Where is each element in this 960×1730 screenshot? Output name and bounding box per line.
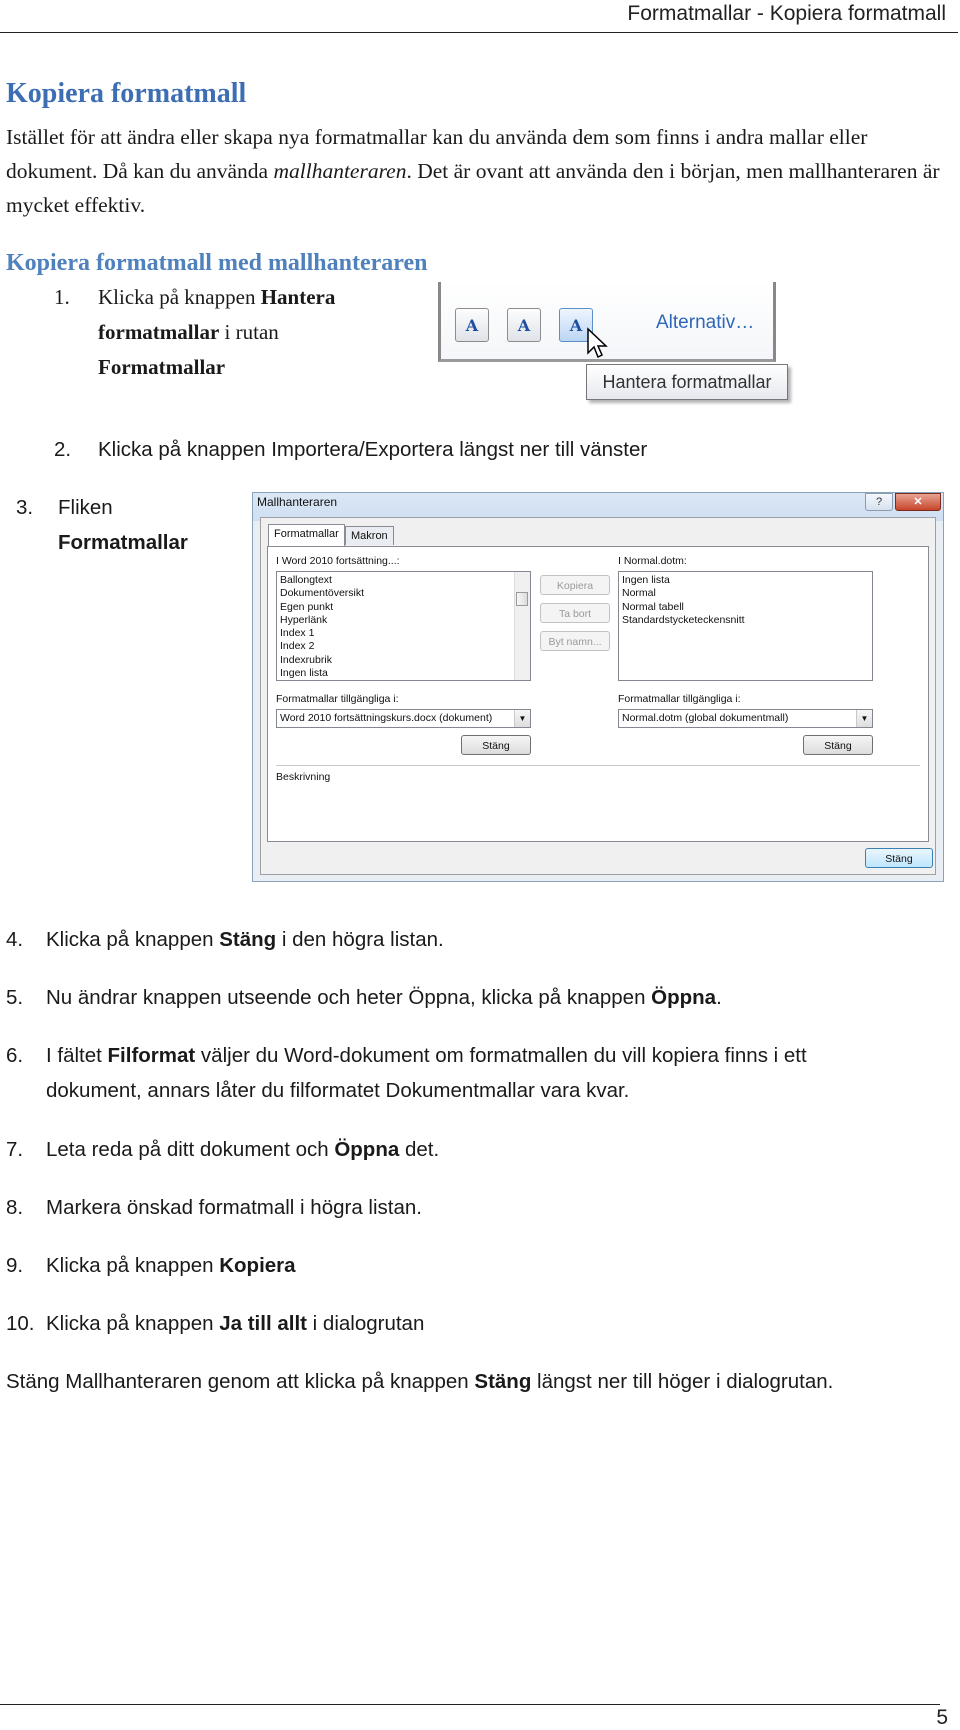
help-button[interactable]: ?: [865, 493, 893, 511]
list-item[interactable]: Indexrubrik: [280, 653, 332, 666]
styles-tab-pane: [267, 546, 929, 842]
styles-pane-screenshot: [438, 282, 776, 392]
rename-button[interactable]: Byt namn...: [540, 631, 610, 651]
close-icon[interactable]: ✕: [895, 493, 941, 511]
step-2: 2. Klicka på knappen Importera/Exportera längst ner till vänster: [54, 438, 648, 461]
step-5: 5. Nu ändrar knappen utseende och heter Öppna, klicka på knappen Öppna.: [6, 986, 722, 1009]
running-header: Formatmallar - Kopiera formatmall: [627, 2, 946, 25]
chevron-down-icon: ▼: [856, 710, 872, 727]
chevron-down-icon: ▼: [514, 710, 530, 727]
manage-styles-icon[interactable]: A: [559, 308, 593, 342]
left-style-list[interactable]: [276, 571, 531, 681]
step-3: 3. Fliken Formatmallar: [16, 496, 188, 554]
list-item[interactable]: Ballongtext: [280, 574, 332, 586]
subsection-heading: Kopiera formatmall med mallhanteraren: [6, 250, 428, 276]
list-item[interactable]: Index 2: [280, 640, 315, 653]
style-inspector-icon[interactable]: A: [507, 308, 541, 342]
footer-rule: [0, 1704, 940, 1705]
tab-makron[interactable]: Makron: [345, 526, 394, 545]
left-close-button[interactable]: Stäng: [461, 735, 531, 755]
step-4: 4. Klicka på knappen Stäng i den högra listan.: [6, 928, 444, 951]
dialog-close-button[interactable]: Stäng: [865, 848, 933, 868]
new-style-icon[interactable]: A: [455, 308, 489, 342]
right-available-label: Formatmallar tillgängliga i:: [618, 693, 741, 705]
step-9: 9. Klicka på knappen Kopiera: [6, 1254, 296, 1277]
step-7: 7. Leta reda på ditt dokument och Öppna det.: [6, 1138, 440, 1161]
list-item[interactable]: Ingen lista: [280, 667, 328, 680]
left-available-select[interactable]: Word 2010 fortsättningskurs.docx (dokument) ▼: [276, 709, 531, 728]
list-item[interactable]: Standardstycketeckensnitt: [622, 613, 745, 626]
right-list-label: I Normal.dotm:: [618, 555, 687, 567]
section-heading: Kopiera formatmall: [6, 78, 247, 109]
list-item[interactable]: Ingen lista: [622, 574, 670, 586]
list-item[interactable]: Egen punkt: [280, 600, 334, 613]
right-close-button[interactable]: Stäng: [803, 735, 873, 755]
manage-styles-tooltip: Hantera formatmallar: [586, 364, 788, 400]
step-10: 10. Klicka på knappen Ja till allt i dialogrutan: [6, 1312, 425, 1335]
right-style-list[interactable]: [618, 571, 873, 681]
styles-pane-toolbar: [438, 282, 776, 362]
delete-button[interactable]: Ta bort: [540, 603, 610, 623]
mallhanteraren-term: mallhanteraren: [273, 159, 407, 183]
copy-button[interactable]: Kopiera: [540, 575, 610, 595]
list-item[interactable]: Index 1: [280, 627, 315, 640]
list-item[interactable]: Dokumentöversikt: [280, 587, 365, 600]
list-item[interactable]: Normal tabell: [622, 600, 684, 613]
step-1: 1. Klicka på knappen Hantera formatmallar i rutan Formatmallar: [54, 285, 336, 379]
dialog-title: Mallhanteraren: [257, 495, 338, 509]
options-link[interactable]: Alternativ…: [656, 312, 755, 333]
scrollbar[interactable]: [514, 572, 530, 680]
left-available-label: Formatmallar tillgängliga i:: [276, 693, 399, 705]
header-rule: [0, 32, 958, 33]
divider: [276, 765, 920, 766]
dialog-body: [260, 517, 936, 875]
right-available-select[interactable]: Normal.dotm (global dokumentmall) ▼: [618, 709, 873, 728]
page-number: 5: [936, 1706, 948, 1729]
tab-formatmallar[interactable]: Formatmallar: [268, 524, 345, 546]
step-8: 8. Markera önskad formatmall i högra listan.: [6, 1196, 422, 1219]
description-label: Beskrivning: [276, 771, 331, 783]
intro-paragraph: Istället för att ändra eller skapa nya formatmallar kan du använda dem som finns i andra mallar eller dokument. Då kan du använda mallhanteraren. Det är ovant att använda den i början, men mallhanteraren är mycket effektiv.: [6, 125, 940, 217]
mouse-cursor-icon: [586, 327, 610, 361]
step-6: 6. I fältet Filformat väljer du Word-dokument om formatmallen du vill kopiera finns i ett dokument, annars låter du filformatet Dokumentmallar vara kvar.: [6, 1044, 807, 1102]
list-item[interactable]: Normal: [622, 587, 656, 600]
list-item[interactable]: Hyperlänk: [280, 613, 328, 626]
left-list-label: I Word 2010 fortsättning...:: [276, 555, 400, 567]
organizer-dialog-screenshot: [252, 492, 944, 882]
closing-paragraph: Stäng Mallhanteraren genom att klicka på knappen Stäng längst ner till höger i dialogrutan.: [6, 1370, 834, 1393]
